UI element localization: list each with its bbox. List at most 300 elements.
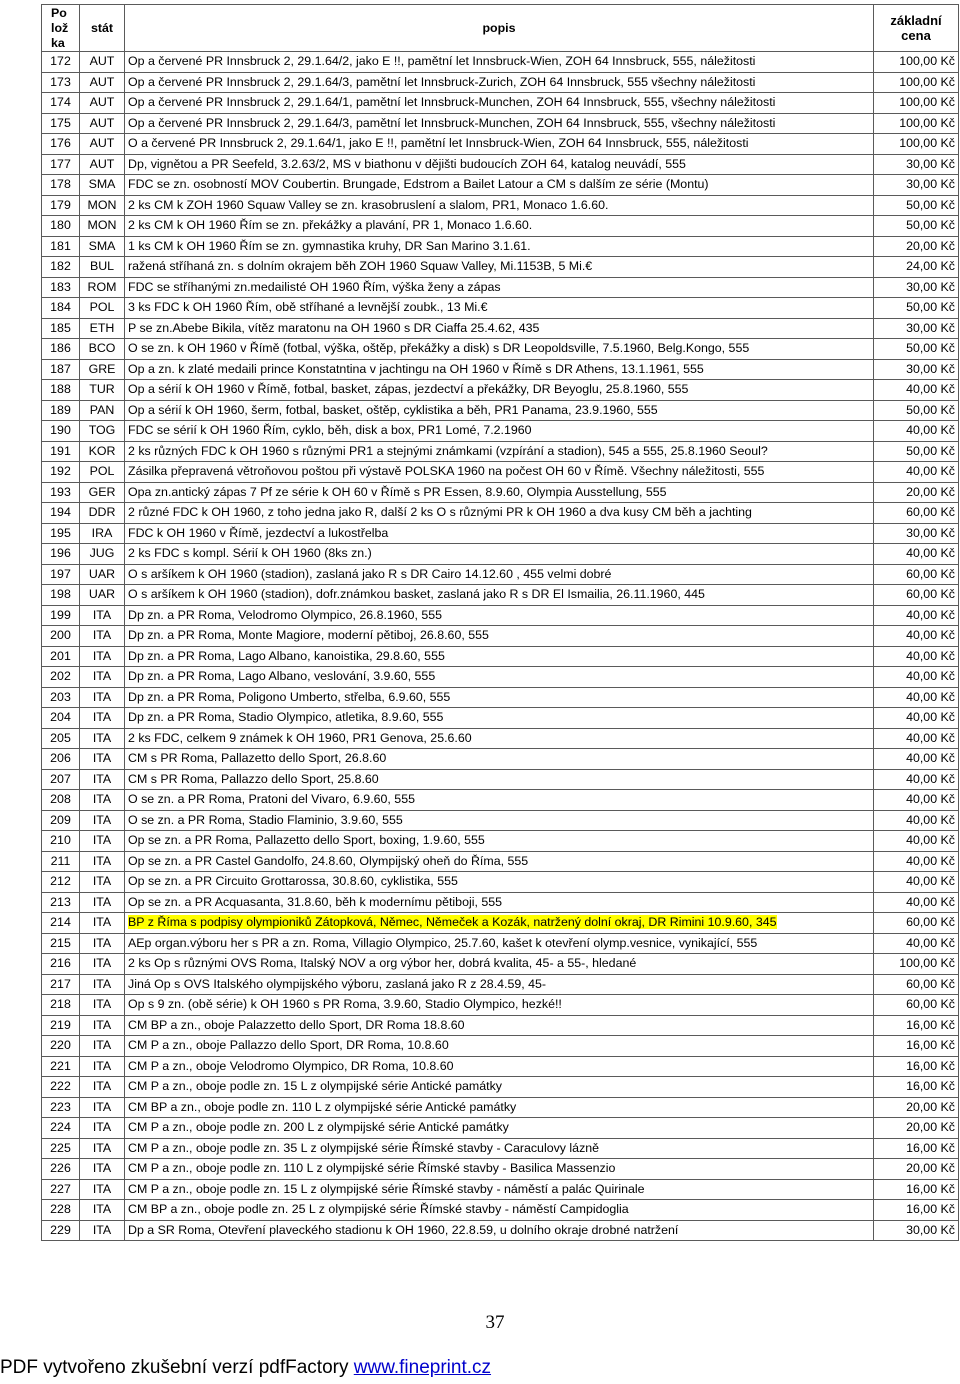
state-cell: ITA bbox=[80, 687, 125, 708]
state-cell: ITA bbox=[80, 790, 125, 811]
price-cell: 24,00 Kč bbox=[874, 257, 959, 278]
price-cell: 30,00 Kč bbox=[874, 277, 959, 298]
table-row bbox=[42, 728, 959, 749]
table-row bbox=[42, 1097, 959, 1118]
lot-cell: 227 bbox=[42, 1179, 80, 1200]
state-cell: ETH bbox=[80, 318, 125, 339]
description-cell: FDC se sérií k OH 1960 Řím, cyklo, běh, disk a box, PR1 Lomé, 7.2.1960 bbox=[125, 421, 874, 442]
price-cell: 40,00 Kč bbox=[874, 851, 959, 872]
description-cell: CM s PR Roma, Pallazetto dello Sport, 26.8.60 bbox=[125, 749, 874, 770]
description-cell: FDC k OH 1960 v Římě, jezdectví a lukostřelba bbox=[125, 523, 874, 544]
price-cell: 16,00 Kč bbox=[874, 1138, 959, 1159]
table-row bbox=[42, 1036, 959, 1057]
lot-cell: 199 bbox=[42, 605, 80, 626]
state-cell: AUT bbox=[80, 93, 125, 114]
table-row bbox=[42, 482, 959, 503]
price-cell: 40,00 Kč bbox=[874, 810, 959, 831]
price-cell: 40,00 Kč bbox=[874, 790, 959, 811]
table-row bbox=[42, 400, 959, 421]
description-cell: Dp zn. a PR Roma, Stadio Olympico, atletika, 8.9.60, 555 bbox=[125, 708, 874, 729]
lot-cell: 211 bbox=[42, 851, 80, 872]
table-row bbox=[42, 195, 959, 216]
state-cell: ITA bbox=[80, 1179, 125, 1200]
price-cell: 40,00 Kč bbox=[874, 626, 959, 647]
price-cell: 20,00 Kč bbox=[874, 1118, 959, 1139]
price-cell: 16,00 Kč bbox=[874, 1056, 959, 1077]
lot-cell: 191 bbox=[42, 441, 80, 462]
description-cell: Op a zn. k zlaté medaili prince Konstatntina v jachtingu na OH 1960 v Římě s DR Athens, 13.1.1961, 555 bbox=[125, 359, 874, 380]
description-cell: 1 ks CM k OH 1960 Řím se zn. gymnastika kruhy, DR San Marino 3.1.61. bbox=[125, 236, 874, 257]
lot-cell: 226 bbox=[42, 1159, 80, 1180]
table-row bbox=[42, 544, 959, 565]
state-cell: ITA bbox=[80, 1015, 125, 1036]
lot-cell: 182 bbox=[42, 257, 80, 278]
pdf-footer bbox=[0, 1353, 960, 1384]
state-cell: ITA bbox=[80, 810, 125, 831]
table-row bbox=[42, 646, 959, 667]
table-row bbox=[42, 831, 959, 852]
description-cell: Op a sérií k OH 1960, šerm, fotbal, basket, oštěp, cyklistika a běh, PR1 Panama, 23.9.1960, 555 bbox=[125, 400, 874, 421]
lot-cell: 173 bbox=[42, 72, 80, 93]
lot-cell: 214 bbox=[42, 913, 80, 934]
description-cell: 2 ks CM k ZOH 1960 Squaw Valley se zn. krasobruslení a slalom, PR1, Monaco 1.6.60. bbox=[125, 195, 874, 216]
price-cell: 40,00 Kč bbox=[874, 769, 959, 790]
highlighted-text: BP z Říma s podpisy olympioniků Zátopková, Němec, Němeček a Kozák, natržený dolní okraj, DR Rimini 10.9.60, 345 bbox=[128, 915, 777, 929]
table-row bbox=[42, 564, 959, 585]
state-cell: ITA bbox=[80, 995, 125, 1016]
state-cell: ITA bbox=[80, 892, 125, 913]
state-cell: GRE bbox=[80, 359, 125, 380]
description-cell: Opa zn.antický zápas 7 Pf ze série k OH 60 v Římě s PR Essen, 8.9.60, Olympia Ausstellung, 555 bbox=[125, 482, 874, 503]
price-cell: 50,00 Kč bbox=[874, 441, 959, 462]
table-row bbox=[42, 359, 959, 380]
lot-cell: 187 bbox=[42, 359, 80, 380]
state-cell: POL bbox=[80, 462, 125, 483]
lot-cell: 215 bbox=[42, 933, 80, 954]
lot-cell: 205 bbox=[42, 728, 80, 749]
table-row bbox=[42, 933, 959, 954]
price-cell: 60,00 Kč bbox=[874, 564, 959, 585]
table-row bbox=[42, 913, 959, 934]
table-row bbox=[42, 1179, 959, 1200]
description-cell: O s aršíkem k OH 1960 (stadion), dofr.známkou basket, zaslaná jako R s DR El Ismailia, 26.11.1960, 445 bbox=[125, 585, 874, 606]
lot-cell: 178 bbox=[42, 175, 80, 196]
price-cell: 40,00 Kč bbox=[874, 687, 959, 708]
table-row bbox=[42, 626, 959, 647]
price-cell: 40,00 Kč bbox=[874, 544, 959, 565]
description-cell: FDC se zn. osobností MOV Coubertin. Brungade, Edstrom a Bailet Latour a CM s dalším ze série (Montu) bbox=[125, 175, 874, 196]
description-cell: Op se zn. a PR Castel Gandolfo, 24.8.60, Olympijský oheň do Říma, 555 bbox=[125, 851, 874, 872]
state-cell: MON bbox=[80, 195, 125, 216]
description-cell: Op se zn. a PR Roma, Pallazetto dello Sport, boxing, 1.9.60, 555 bbox=[125, 831, 874, 852]
description-cell: 2 různé FDC k OH 1960, z toho jedna jako R, další 2 ks O s různými PR k OH 1960 a dva kusy CM běh a jachting bbox=[125, 503, 874, 524]
description-cell: CM P a zn., oboje podle zn. 15 L z olympijské série Antické památky bbox=[125, 1077, 874, 1098]
price-cell: 50,00 Kč bbox=[874, 195, 959, 216]
lot-cell: 181 bbox=[42, 236, 80, 257]
description-cell: 2 ks CM k OH 1960 Řím se zn. překážky a plavání, PR 1, Monaco 1.6.60. bbox=[125, 216, 874, 237]
state-cell: JUG bbox=[80, 544, 125, 565]
lot-cell: 179 bbox=[42, 195, 80, 216]
page-number: 37 bbox=[485, 1312, 505, 1333]
state-cell: KOR bbox=[80, 441, 125, 462]
table-row bbox=[42, 687, 959, 708]
description-cell: 2 ks FDC s kompl. Sérií k OH 1960 (8ks zn.) bbox=[125, 544, 874, 565]
lot-cell: 174 bbox=[42, 93, 80, 114]
state-cell: BUL bbox=[80, 257, 125, 278]
description-cell: Zásilka přepravená větroňovou poštou při výstavě POLSKA 1960 na počest OH 60 v Římě. Všechny náležitosti, 555 bbox=[125, 462, 874, 483]
header-price bbox=[874, 5, 959, 52]
description-cell: 3 ks FDC k OH 1960 Řím, obě stříhané a levnější zoubk., 13 Mi.€ bbox=[125, 298, 874, 319]
lot-cell: 212 bbox=[42, 872, 80, 893]
lot-cell: 229 bbox=[42, 1220, 80, 1241]
state-cell: UAR bbox=[80, 585, 125, 606]
lot-cell: 219 bbox=[42, 1015, 80, 1036]
state-cell: ITA bbox=[80, 626, 125, 647]
price-cell: 40,00 Kč bbox=[874, 749, 959, 770]
price-cell: 30,00 Kč bbox=[874, 523, 959, 544]
lot-cell: 228 bbox=[42, 1200, 80, 1221]
table-row bbox=[42, 462, 959, 483]
description-cell: Op a červené PR Innsbruck 2, 29.1.64/2, jako E !!, pamětní let Innsbruck-Wien, ZOH 64 Innsbruck, 555, náležitosti bbox=[125, 52, 874, 73]
state-cell: DDR bbox=[80, 503, 125, 524]
table-row bbox=[42, 154, 959, 175]
table-row bbox=[42, 1077, 959, 1098]
lot-cell: 184 bbox=[42, 298, 80, 319]
price-cell: 100,00 Kč bbox=[874, 93, 959, 114]
state-cell: ITA bbox=[80, 1077, 125, 1098]
table-row bbox=[42, 523, 959, 544]
lot-cell: 209 bbox=[42, 810, 80, 831]
description-cell: 2 ks FDC, celkem 9 známek k OH 1960, PR1 Genova, 25.6.60 bbox=[125, 728, 874, 749]
table-row bbox=[42, 216, 959, 237]
lot-cell: 217 bbox=[42, 974, 80, 995]
header-row bbox=[42, 5, 959, 52]
price-cell: 100,00 Kč bbox=[874, 52, 959, 73]
state-cell: ITA bbox=[80, 851, 125, 872]
table-row bbox=[42, 277, 959, 298]
footer-text: PDF vytvořeno zkušební verzí pdfFactory bbox=[0, 1357, 354, 1378]
price-cell: 40,00 Kč bbox=[874, 831, 959, 852]
price-cell: 16,00 Kč bbox=[874, 1179, 959, 1200]
state-cell: GER bbox=[80, 482, 125, 503]
lot-cell: 195 bbox=[42, 523, 80, 544]
table-row bbox=[42, 667, 959, 688]
lot-cell: 186 bbox=[42, 339, 80, 360]
description-cell: Dp zn. a PR Roma, Velodromo Olympico, 26.8.1960, 555 bbox=[125, 605, 874, 626]
state-cell: AUT bbox=[80, 154, 125, 175]
lot-cell: 220 bbox=[42, 1036, 80, 1057]
state-cell: TOG bbox=[80, 421, 125, 442]
state-cell: ITA bbox=[80, 872, 125, 893]
price-cell: 40,00 Kč bbox=[874, 646, 959, 667]
price-cell: 100,00 Kč bbox=[874, 113, 959, 134]
table-row bbox=[42, 236, 959, 257]
description-cell: Dp, vignětou a PR Seefeld, 3.2.63/2, MS v biathonu v dějišti budoucích ZOH 64, katalog neuvádí, 555 bbox=[125, 154, 874, 175]
table-row bbox=[42, 995, 959, 1016]
lot-cell: 193 bbox=[42, 482, 80, 503]
price-cell: 60,00 Kč bbox=[874, 585, 959, 606]
table-row bbox=[42, 892, 959, 913]
table-row bbox=[42, 1015, 959, 1036]
table-header bbox=[42, 5, 959, 52]
lot-cell: 194 bbox=[42, 503, 80, 524]
header-state: stát bbox=[80, 5, 125, 52]
lot-cell: 221 bbox=[42, 1056, 80, 1077]
price-cell: 40,00 Kč bbox=[874, 605, 959, 626]
state-cell: AUT bbox=[80, 52, 125, 73]
state-cell: POL bbox=[80, 298, 125, 319]
state-cell: ITA bbox=[80, 1097, 125, 1118]
table-row bbox=[42, 441, 959, 462]
lot-cell: 204 bbox=[42, 708, 80, 729]
price-cell: 16,00 Kč bbox=[874, 1077, 959, 1098]
table-row bbox=[42, 851, 959, 872]
table-row bbox=[42, 113, 959, 134]
price-cell: 60,00 Kč bbox=[874, 974, 959, 995]
price-cell: 100,00 Kč bbox=[874, 954, 959, 975]
price-cell: 50,00 Kč bbox=[874, 339, 959, 360]
lot-cell: 198 bbox=[42, 585, 80, 606]
description-cell: Op se zn. a PR Circuito Grottarossa, 30.8.60, cyklistika, 555 bbox=[125, 872, 874, 893]
description-cell: Dp zn. a PR Roma, Lago Albano, kanoistika, 29.8.60, 555 bbox=[125, 646, 874, 667]
header-price-line-1: základní bbox=[890, 13, 942, 28]
description-cell: Op se zn. a PR Acquasanta, 31.8.60, běh k modernímu pětiboji, 555 bbox=[125, 892, 874, 913]
lot-cell: 177 bbox=[42, 154, 80, 175]
state-cell: ITA bbox=[80, 974, 125, 995]
state-cell: IRA bbox=[80, 523, 125, 544]
description-cell: CM BP a zn., oboje podle zn. 110 L z olympijské série Antické památky bbox=[125, 1097, 874, 1118]
description-cell: Dp zn. a PR Roma, Poligono Umberto, střelba, 6.9.60, 555 bbox=[125, 687, 874, 708]
description-cell: Jiná Op s OVS Italského olympijského výboru, zaslaná jako R z 28.4.59, 45- bbox=[125, 974, 874, 995]
price-cell: 16,00 Kč bbox=[874, 1200, 959, 1221]
price-cell: 20,00 Kč bbox=[874, 236, 959, 257]
state-cell: AUT bbox=[80, 134, 125, 155]
header-lot bbox=[42, 5, 80, 52]
state-cell: ITA bbox=[80, 769, 125, 790]
description-cell: Dp zn. a PR Roma, Monte Magiore, moderní pětiboj, 26.8.60, 555 bbox=[125, 626, 874, 647]
description-cell: AEp organ.výboru her s PR a zn. Roma, Villagio Olympico, 25.7.60, kašet k otevření olymp.vesnice, vynikající, 555 bbox=[125, 933, 874, 954]
table-row bbox=[42, 134, 959, 155]
table-row bbox=[42, 749, 959, 770]
state-cell: AUT bbox=[80, 113, 125, 134]
lot-cell: 197 bbox=[42, 564, 80, 585]
state-cell: ITA bbox=[80, 728, 125, 749]
header-lot-line-3: ka bbox=[51, 35, 65, 50]
table-row bbox=[42, 93, 959, 114]
lot-cell: 176 bbox=[42, 134, 80, 155]
description-cell: CM P a zn., oboje Pallazzo dello Sport, DR Roma, 10.8.60 bbox=[125, 1036, 874, 1057]
lot-cell: 180 bbox=[42, 216, 80, 237]
lot-cell: 189 bbox=[42, 400, 80, 421]
table-row bbox=[42, 605, 959, 626]
description-cell: 2 ks různých FDC k OH 1960 s různými PR1 a stejnými známkami (vzpírání a stadion), 545 a 555, 25.8.1960 Seoul? bbox=[125, 441, 874, 462]
state-cell: MON bbox=[80, 216, 125, 237]
description-cell: CM BP a zn., oboje Palazzetto dello Sport, DR Roma 18.8.60 bbox=[125, 1015, 874, 1036]
state-cell: ITA bbox=[80, 749, 125, 770]
price-cell: 100,00 Kč bbox=[874, 72, 959, 93]
price-cell: 30,00 Kč bbox=[874, 175, 959, 196]
state-cell: ITA bbox=[80, 913, 125, 934]
price-cell: 30,00 Kč bbox=[874, 154, 959, 175]
lot-cell: 183 bbox=[42, 277, 80, 298]
price-cell: 100,00 Kč bbox=[874, 134, 959, 155]
table-row bbox=[42, 339, 959, 360]
lot-cell: 206 bbox=[42, 749, 80, 770]
table-row bbox=[42, 810, 959, 831]
description-cell: Dp zn. a PR Roma, Lago Albano, veslování, 3.9.60, 555 bbox=[125, 667, 874, 688]
lot-cell: 222 bbox=[42, 1077, 80, 1098]
lot-cell: 210 bbox=[42, 831, 80, 852]
header-lot-line-1: Po bbox=[51, 5, 67, 20]
price-cell: 60,00 Kč bbox=[874, 503, 959, 524]
table-row bbox=[42, 318, 959, 339]
price-cell: 20,00 Kč bbox=[874, 1159, 959, 1180]
description-cell: Op a červené PR Innsbruck 2, 29.1.64/3, pamětní let Innsbruck-Zurich, ZOH 64 Innsbruck, 555 všechny náležitosti bbox=[125, 72, 874, 93]
description-cell: CM s PR Roma, Pallazzo dello Sport, 25.8.60 bbox=[125, 769, 874, 790]
lot-cell: 201 bbox=[42, 646, 80, 667]
lot-cell: 218 bbox=[42, 995, 80, 1016]
description-cell: ražená stříhaná zn. s dolním okrajem běh ZOH 1960 Squaw Valley, Mi.1153B, 5 Mi.€ bbox=[125, 257, 874, 278]
catalog-table bbox=[41, 4, 959, 1241]
description-cell: O se zn. a PR Roma, Stadio Flaminio, 3.9.60, 555 bbox=[125, 810, 874, 831]
lot-cell: 175 bbox=[42, 113, 80, 134]
lot-cell: 202 bbox=[42, 667, 80, 688]
table-row bbox=[42, 708, 959, 729]
price-cell: 40,00 Kč bbox=[874, 728, 959, 749]
table-row bbox=[42, 585, 959, 606]
price-cell: 50,00 Kč bbox=[874, 216, 959, 237]
table-row bbox=[42, 1220, 959, 1241]
lot-cell: 213 bbox=[42, 892, 80, 913]
price-cell: 60,00 Kč bbox=[874, 913, 959, 934]
table-row bbox=[42, 1200, 959, 1221]
price-cell: 40,00 Kč bbox=[874, 380, 959, 401]
table-row bbox=[42, 872, 959, 893]
table-row bbox=[42, 954, 959, 975]
state-cell: SMA bbox=[80, 236, 125, 257]
lot-cell: 207 bbox=[42, 769, 80, 790]
price-cell: 40,00 Kč bbox=[874, 667, 959, 688]
price-cell: 40,00 Kč bbox=[874, 421, 959, 442]
lot-cell: 196 bbox=[42, 544, 80, 565]
price-cell: 20,00 Kč bbox=[874, 1097, 959, 1118]
lot-cell: 200 bbox=[42, 626, 80, 647]
lot-cell: 203 bbox=[42, 687, 80, 708]
table-row bbox=[42, 1056, 959, 1077]
table-row bbox=[42, 257, 959, 278]
table-row bbox=[42, 52, 959, 73]
state-cell: PAN bbox=[80, 400, 125, 421]
lot-cell: 188 bbox=[42, 380, 80, 401]
state-cell: ITA bbox=[80, 1220, 125, 1241]
state-cell: SMA bbox=[80, 175, 125, 196]
description-cell: CM P a zn., oboje podle zn. 15 L z olympijské série Římské stavby - náměstí a palác Quirinale bbox=[125, 1179, 874, 1200]
state-cell: AUT bbox=[80, 72, 125, 93]
lot-cell: 224 bbox=[42, 1118, 80, 1139]
description-cell: O a červené PR Innsbruck 2, 29.1.64/1, jako E !!, pamětní let Innsbruck-Wien, ZOH 64 Innsbruck, 555, náležitosti bbox=[125, 134, 874, 155]
table-row bbox=[42, 421, 959, 442]
table-row bbox=[42, 769, 959, 790]
description-cell: O s aršíkem k OH 1960 (stadion), zaslaná jako R s DR Cairo 14.12.60 , 455 velmi dobré bbox=[125, 564, 874, 585]
table-row bbox=[42, 503, 959, 524]
table-row bbox=[42, 298, 959, 319]
lot-cell: 223 bbox=[42, 1097, 80, 1118]
price-cell: 20,00 Kč bbox=[874, 482, 959, 503]
footer-link[interactable]: www.fineprint.cz bbox=[353, 1357, 492, 1378]
description-cell: FDC se stříhanými zn.medailisté OH 1960 Řím, výška ženy a zápas bbox=[125, 277, 874, 298]
state-cell: ITA bbox=[80, 646, 125, 667]
price-cell: 50,00 Kč bbox=[874, 298, 959, 319]
state-cell: UAR bbox=[80, 564, 125, 585]
header-description: popis bbox=[125, 5, 874, 52]
price-cell: 30,00 Kč bbox=[874, 359, 959, 380]
lot-cell: 225 bbox=[42, 1138, 80, 1159]
description-cell: CM P a zn., oboje podle zn. 110 L z olympijské série Římské stavby - Basilica Massenzio bbox=[125, 1159, 874, 1180]
lot-cell: 216 bbox=[42, 954, 80, 975]
price-cell: 40,00 Kč bbox=[874, 892, 959, 913]
table-body bbox=[42, 52, 959, 1241]
description-cell: O se zn. k OH 1960 v Římě (fotbal, výška, oštěp, překážky a disk) s DR Leopoldsville, 7.5.1960, Belg.Kongo, 555 bbox=[125, 339, 874, 360]
description-cell: Op a červené PR Innsbruck 2, 29.1.64/1, pamětní let Innsbruck-Munchen, ZOH 64 Innsbruck, 555, všechny náležitosti bbox=[125, 93, 874, 114]
state-cell: ITA bbox=[80, 1159, 125, 1180]
description-cell: CM P a zn., oboje podle zn. 200 L z olympijské série Antické památky bbox=[125, 1118, 874, 1139]
state-cell: ITA bbox=[80, 605, 125, 626]
state-cell: ITA bbox=[80, 667, 125, 688]
price-cell: 60,00 Kč bbox=[874, 995, 959, 1016]
description-cell: Op s 9 zn. (obě série) k OH 1960 s PR Roma, 3.9.60, Stadio Olympico, hezké!! bbox=[125, 995, 874, 1016]
state-cell: ROM bbox=[80, 277, 125, 298]
price-cell: 40,00 Kč bbox=[874, 933, 959, 954]
lot-cell: 185 bbox=[42, 318, 80, 339]
price-cell: 40,00 Kč bbox=[874, 462, 959, 483]
state-cell: ITA bbox=[80, 708, 125, 729]
description-cell: CM P a zn., oboje Velodromo Olympico, DR Roma, 10.8.60 bbox=[125, 1056, 874, 1077]
description-cell: Op a sérií k OH 1960 v Římě, fotbal, basket, zápas, jezdectví a překážky, DR Beyoglu, 25.8.1960, 555 bbox=[125, 380, 874, 401]
header-lot-line-2: lož bbox=[51, 20, 69, 35]
price-cell: 50,00 Kč bbox=[874, 400, 959, 421]
price-cell: 30,00 Kč bbox=[874, 318, 959, 339]
table-row bbox=[42, 380, 959, 401]
description-cell: CM BP a zn., oboje podle zn. 25 L z olympijské série Římské stavby - náměstí Campidoglia bbox=[125, 1200, 874, 1221]
table-row bbox=[42, 974, 959, 995]
state-cell: ITA bbox=[80, 831, 125, 852]
table-row bbox=[42, 790, 959, 811]
description-cell: O se zn. a PR Roma, Pratoni del Vivaro, 6.9.60, 555 bbox=[125, 790, 874, 811]
table-row bbox=[42, 1159, 959, 1180]
table-row bbox=[42, 1138, 959, 1159]
description-cell bbox=[125, 913, 874, 934]
price-cell: 40,00 Kč bbox=[874, 872, 959, 893]
state-cell: ITA bbox=[80, 1138, 125, 1159]
description-cell: Dp a SR Roma, Otevření plaveckého stadionu k OH 1960, 22.8.59, u dolního okraje drobné natržení bbox=[125, 1220, 874, 1241]
header-price-line-2: cena bbox=[901, 28, 931, 43]
description-cell: Op a červené PR Innsbruck 2, 29.1.64/3, pamětní let Innsbruck-Munchen, ZOH 64 Innsbruck, 555, všechny náležitosti bbox=[125, 113, 874, 134]
table-row bbox=[42, 72, 959, 93]
description-cell: P se zn.Abebe Bikila, vítěz maratonu na OH 1960 s DR Ciaffa 25.4.62, 435 bbox=[125, 318, 874, 339]
description-cell: CM P a zn., oboje podle zn. 35 L z olympijské série Římské stavby - Caraculovy lázně bbox=[125, 1138, 874, 1159]
table-row bbox=[42, 175, 959, 196]
state-cell: ITA bbox=[80, 1056, 125, 1077]
state-cell: ITA bbox=[80, 1118, 125, 1139]
lot-cell: 208 bbox=[42, 790, 80, 811]
state-cell: TUR bbox=[80, 380, 125, 401]
price-cell: 16,00 Kč bbox=[874, 1036, 959, 1057]
state-cell: ITA bbox=[80, 1200, 125, 1221]
price-cell: 16,00 Kč bbox=[874, 1015, 959, 1036]
price-cell: 30,00 Kč bbox=[874, 1220, 959, 1241]
state-cell: BCO bbox=[80, 339, 125, 360]
state-cell: ITA bbox=[80, 954, 125, 975]
